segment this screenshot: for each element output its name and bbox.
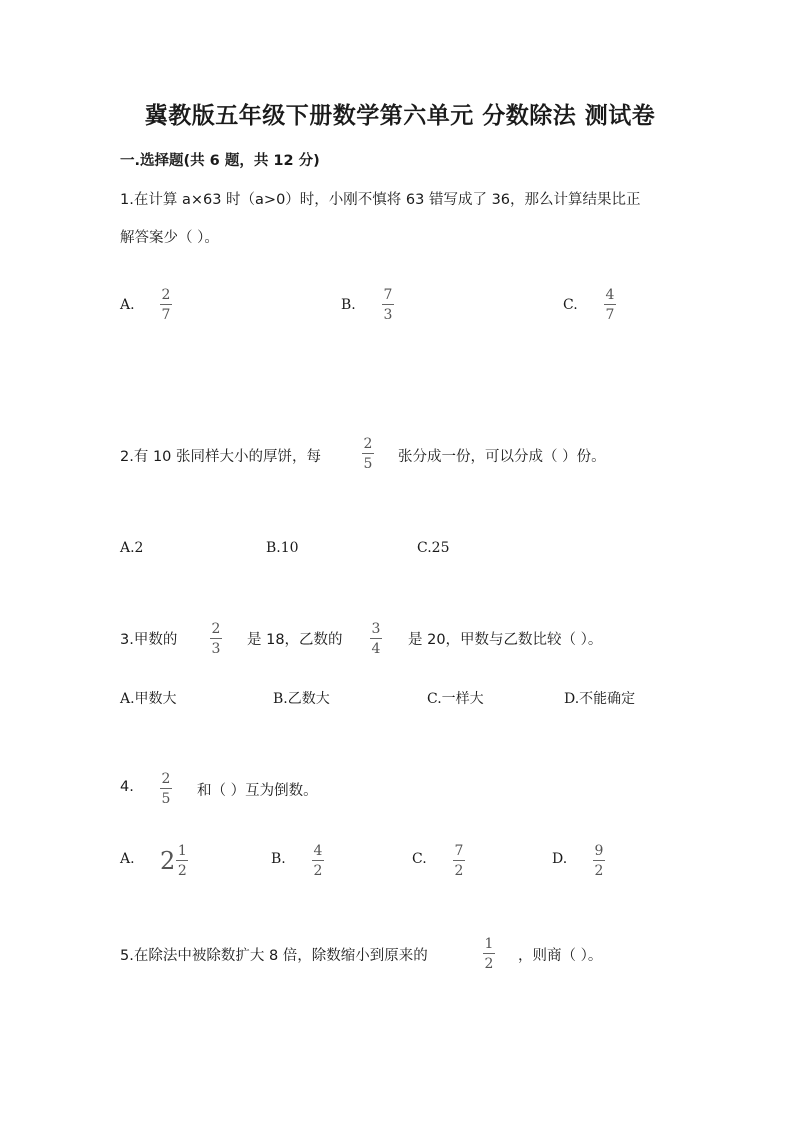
numerator: 7 xyxy=(383,287,393,303)
q4-option-d-fraction xyxy=(593,844,605,878)
q4-option-b-label: B. xyxy=(271,851,286,867)
denominator: 7 xyxy=(605,307,615,323)
numerator: 2 xyxy=(161,287,171,303)
section-heading: 一.选择题(共 6 题，共 12 分) xyxy=(120,153,320,169)
denominator: 3 xyxy=(383,307,393,323)
numerator: 1 xyxy=(484,936,494,952)
question-3-text-part-1: 3.甲数的 xyxy=(120,632,178,648)
q5-fraction xyxy=(483,937,495,971)
denominator: 3 xyxy=(211,641,221,657)
question-1-text-line-1: 1.在计算 a×63 时（a>0）时，小刚不慎将 63 错写成了 36，那么计算结果比正 xyxy=(120,192,641,208)
question-3-text-part-2: 是 18，乙数的 xyxy=(247,632,343,648)
denominator: 2 xyxy=(484,956,494,972)
fraction-part xyxy=(176,844,188,878)
q4-option-c-fraction xyxy=(453,844,465,878)
denominator: 4 xyxy=(371,641,381,657)
q3-fraction-1 xyxy=(210,622,222,656)
question-1-text-line-2: 解答案少（ ）。 xyxy=(120,230,219,246)
numerator: 9 xyxy=(594,843,604,859)
q3-option-d: D.不能确定 xyxy=(564,691,636,707)
question-3-text-part-3: 是 20，甲数与乙数比较（ ）。 xyxy=(408,632,603,648)
denominator: 2 xyxy=(454,863,464,879)
denominator: 2 xyxy=(594,863,604,879)
question-5-text-part-1: 5.在除法中被除数扩大 8 倍，除数缩小到原来的 xyxy=(120,948,428,964)
q3-fraction-2 xyxy=(370,622,382,656)
denominator: 5 xyxy=(363,456,373,472)
q1-option-c-label: C. xyxy=(563,297,578,313)
q4-fraction xyxy=(160,772,172,806)
numerator: 2 xyxy=(211,621,221,637)
q1-option-a-fraction xyxy=(160,288,172,322)
whole-part: 2 xyxy=(160,847,176,875)
question-4-text: 和（ ）互为倒数。 xyxy=(197,783,318,799)
q4-option-a-label: A. xyxy=(120,851,135,867)
q4-option-a-mixed-number xyxy=(160,844,188,878)
question-2-text-part-1: 2.有 10 张同样大小的厚饼，每 xyxy=(120,449,322,465)
q1-option-c-fraction xyxy=(604,288,616,322)
question-4-label: 4. xyxy=(120,779,134,795)
denominator: 7 xyxy=(161,307,171,323)
question-2-text-part-2: 张分成一份，可以分成（ ）份。 xyxy=(398,449,606,465)
denominator: 5 xyxy=(161,791,171,807)
q4-option-b-fraction xyxy=(312,844,324,878)
q2-option-a: A.2 xyxy=(120,540,144,556)
q1-option-a-label: A. xyxy=(120,297,135,313)
numerator: 3 xyxy=(371,621,381,637)
numerator: 1 xyxy=(177,843,187,859)
q3-option-a: A.甲数大 xyxy=(120,691,177,707)
denominator: 2 xyxy=(177,863,187,879)
page-title: 冀教版五年级下册数学第六单元 分数除法 测试卷 xyxy=(144,103,656,129)
q2-fraction xyxy=(362,437,374,471)
numerator: 2 xyxy=(363,436,373,452)
q1-option-b-fraction xyxy=(382,288,394,322)
q2-option-b: B.10 xyxy=(266,540,299,556)
q3-option-b: B.乙数大 xyxy=(273,691,330,707)
q2-option-c: C.25 xyxy=(417,540,450,556)
q4-option-d-label: D. xyxy=(552,851,568,867)
numerator: 4 xyxy=(605,287,615,303)
numerator: 2 xyxy=(161,771,171,787)
denominator: 2 xyxy=(313,863,323,879)
question-5-text-part-2: ，则商（ ）。 xyxy=(518,948,603,964)
numerator: 4 xyxy=(313,843,323,859)
q1-option-b-label: B. xyxy=(341,297,356,313)
numerator: 7 xyxy=(454,843,464,859)
q4-option-c-label: C. xyxy=(412,851,427,867)
q3-option-c: C.一样大 xyxy=(427,691,484,707)
